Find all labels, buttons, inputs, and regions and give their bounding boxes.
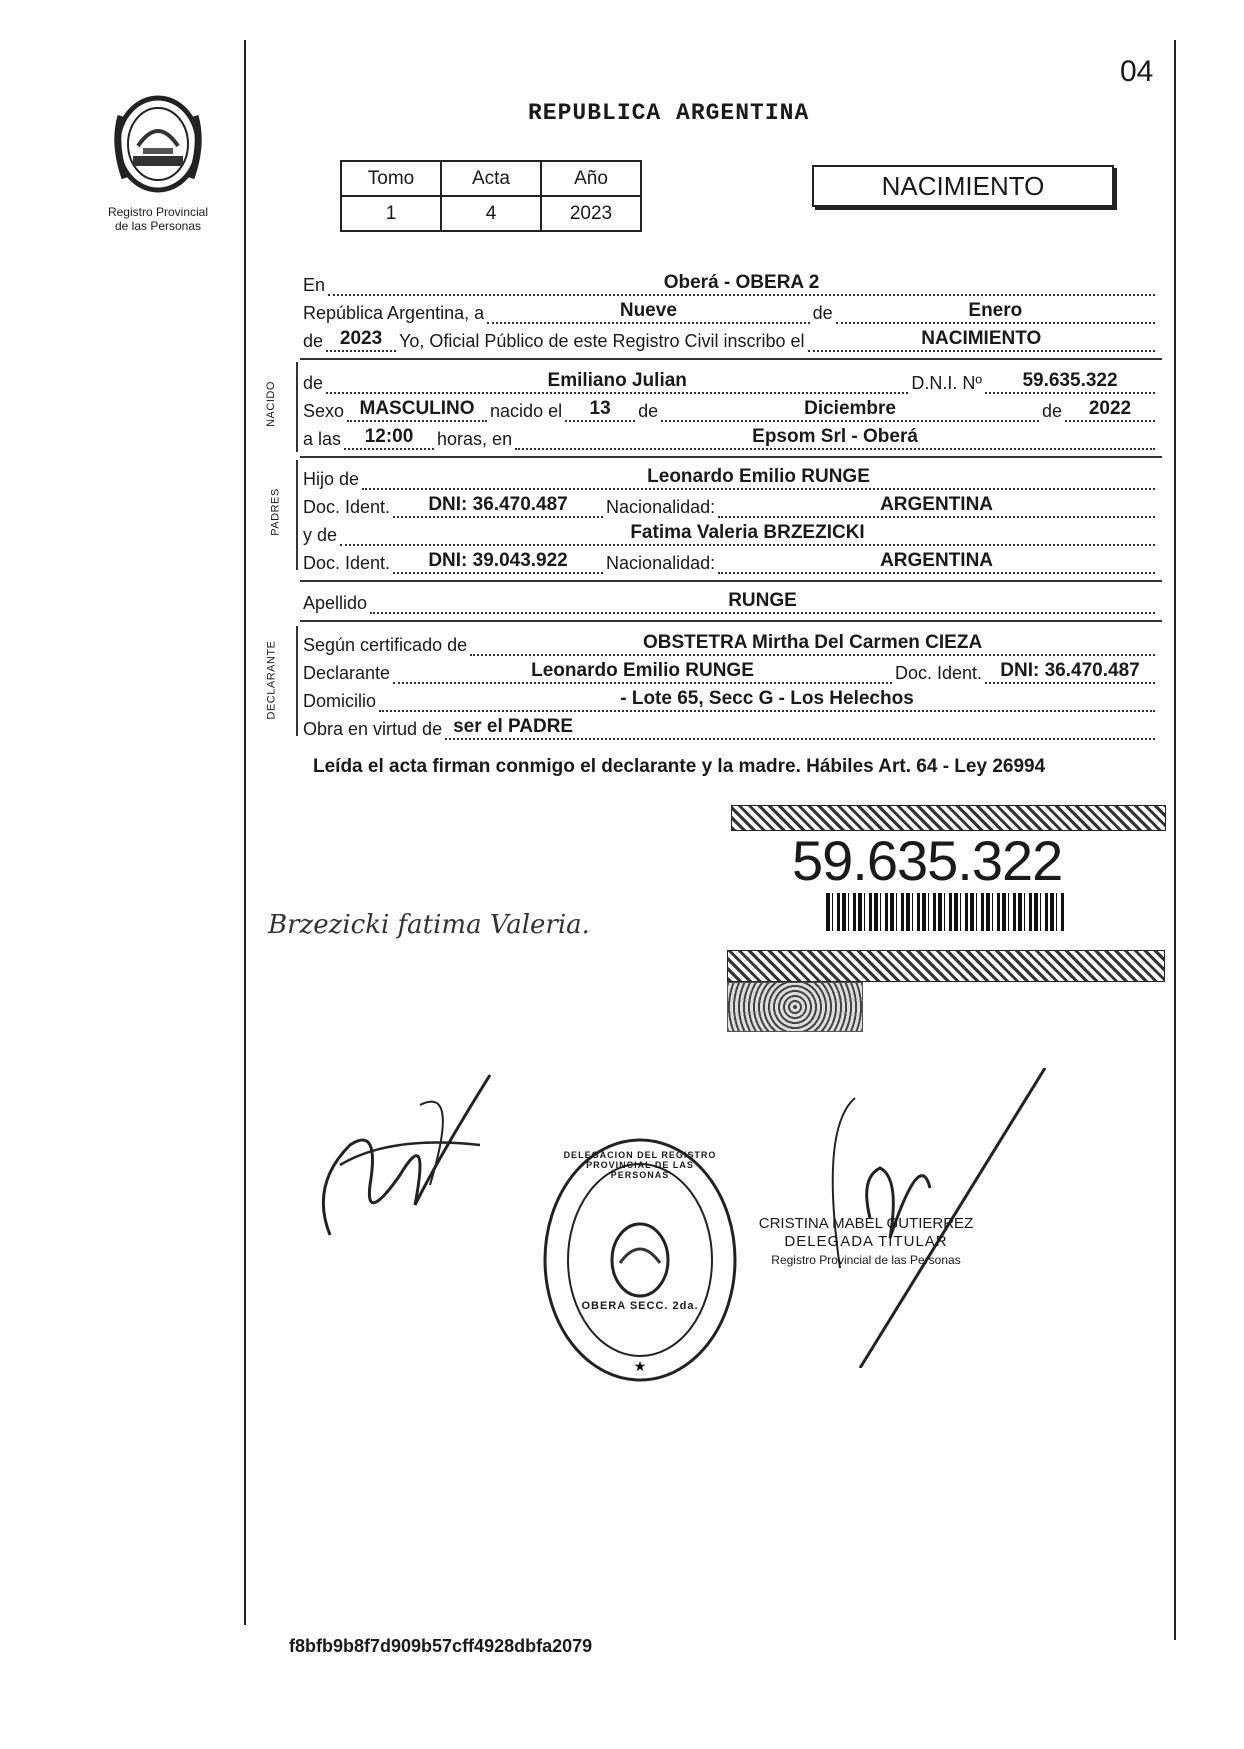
declarant-value: Leonardo Emilio RUNGE [393, 660, 892, 684]
y-de-label: y de [303, 525, 338, 545]
birth-time-value: 12:00 [344, 426, 434, 450]
cert-label: Según certificado de [303, 635, 468, 655]
mother-nationality-value: ARGENTINA [718, 550, 1155, 574]
section-divider-2 [300, 456, 1162, 458]
nacido-el-label: nacido el [490, 401, 563, 421]
mother-doc-label: Doc. Ident. [303, 553, 391, 573]
officer-org: Registro Provincial de las Personas [771, 1253, 961, 1267]
obra-label: Obra en virtud de [303, 719, 443, 739]
id-stamp-number: 59.635.322 [792, 829, 1063, 892]
row-date [303, 296, 1158, 324]
sexo-label: Sexo [303, 401, 345, 421]
row-name [303, 366, 1158, 394]
reason-value: ser el PADRE [445, 716, 1155, 740]
de-label-2: de [303, 331, 324, 351]
mother-doc-value: DNI: 39.043.922 [393, 550, 603, 574]
declarant-doc-value: DNI: 36.470.487 [985, 660, 1155, 684]
en-label: En [303, 275, 326, 295]
row-sex-birth [303, 394, 1158, 422]
mother-nationality-label: Nacionalidad: [606, 553, 716, 573]
right-margin-line [1174, 40, 1176, 1640]
place-value: Oberá - OBERA 2 [328, 272, 1155, 296]
child-name-value: Emiliano Julian [326, 370, 908, 394]
month-value: Enero [836, 300, 1155, 324]
day-value: Nueve [487, 300, 810, 324]
sexo-value: MASCULINO [347, 398, 487, 422]
left-margin-line [244, 40, 246, 1625]
republic-label: República Argentina, a [303, 303, 485, 323]
country-title: REPUBLICA ARGENTINA [528, 100, 810, 126]
father-doc-value: DNI: 36.470.487 [393, 494, 603, 518]
nacido-section-label: NACIDO [264, 381, 277, 427]
declarante-section-label: DECLARANTE [265, 640, 278, 720]
row-reason [303, 712, 1158, 740]
de-label: de [812, 303, 833, 323]
year-value: 2023 [326, 328, 396, 352]
officer-name: CRISTINA MABEL GUTIERREZ [758, 1215, 974, 1232]
birth-day-value: 13 [565, 398, 635, 422]
declarant-label: Declarante [303, 663, 391, 683]
row-declarant [303, 656, 1158, 684]
declarant-doc-label: Doc. Ident. [894, 663, 982, 683]
birth-de-label: de [638, 401, 659, 421]
statement-text: Yo, Oficial Público de este Registro Civil inscribo el [399, 331, 805, 351]
declarant-signature [310, 1065, 510, 1255]
tomo-header: Tomo [341, 161, 441, 196]
apellido-label: Apellido [303, 593, 368, 613]
section-divider-4 [300, 620, 1162, 622]
record-type-box: NACIMIENTO [812, 165, 1114, 207]
officer-role: DELEGADA TITULAR [784, 1233, 948, 1250]
logo-caption: Registro Provincial de las Personas [107, 205, 209, 233]
a-las-label: a las [303, 429, 342, 449]
legal-text: Leída el acta firman conmigo el declarante y la madre. Hábiles Art. 64 - Ley 26994 [313, 756, 1046, 777]
father-doc-label: Doc. Ident. [303, 497, 391, 517]
birth-de-label-2: de [1041, 401, 1062, 421]
tomo-value: 1 [341, 196, 441, 231]
provincial-logo [103, 86, 213, 196]
reference-header-row [341, 161, 641, 196]
father-nationality-label: Nacionalidad: [606, 497, 716, 517]
row-father-doc [303, 490, 1158, 518]
seal-outer-text: DELEGACION DEL REGISTRO PROVINCIAL DE LAS PERSONAS [563, 1150, 717, 1180]
dni-label: D.N.I. Nº [911, 373, 982, 393]
barcode-icon [826, 893, 1066, 931]
event-value: NACIMIENTO [808, 328, 1155, 352]
padres-bar [296, 460, 298, 570]
row-certificate [303, 628, 1158, 656]
address-value: - Lote 65, Secc G - Los Helechos [379, 688, 1155, 712]
page-number: 04 [1120, 55, 1154, 88]
child-dni-value: 59.635.322 [985, 370, 1155, 394]
misiones-coat-of-arms-icon [103, 86, 213, 196]
seal-bottom-text: OBERA SECC. 2da. [581, 1300, 699, 1312]
acta-value: 4 [441, 196, 541, 231]
row-father [303, 462, 1158, 490]
ano-header: Año [541, 161, 641, 196]
security-strip-bottom [727, 950, 1165, 982]
domicilio-label: Domicilio [303, 691, 377, 711]
padres-section-label: PADRES [269, 488, 282, 536]
apellido-value: RUNGE [370, 590, 1155, 614]
nacido-bar [296, 362, 298, 452]
row-address [303, 684, 1158, 712]
horas-label: horas, en [437, 429, 513, 449]
mother-handwritten-name: Brzezicki fatima Valeria. [268, 910, 590, 940]
row-time-place [303, 422, 1158, 450]
section-divider-3 [300, 580, 1162, 582]
row-apellido [303, 586, 1158, 614]
ano-value: 2023 [541, 196, 641, 231]
reference-value-row [341, 196, 641, 231]
record-reference-table [340, 160, 642, 232]
birth-month-value: Diciembre [661, 398, 1039, 422]
section-divider-1 [300, 358, 1162, 360]
acta-header: Acta [441, 161, 541, 196]
nacido-de-label: de [303, 373, 324, 393]
father-name-value: Leonardo Emilio RUNGE [362, 466, 1155, 490]
svg-text:★: ★ [633, 1358, 647, 1374]
row-year [303, 324, 1158, 352]
declarante-bar [296, 626, 298, 736]
document-hash: f8bfb9b8f7d909b57cff4928dbfa2079 [289, 1636, 593, 1656]
row-mother [303, 518, 1158, 546]
row-place [303, 268, 1158, 296]
hijo-de-label: Hijo de [303, 469, 360, 489]
officer-block [756, 1215, 976, 1269]
certificate-value: OBSTETRA Mirtha Del Carmen CIEZA [470, 632, 1155, 656]
birth-year-value: 2022 [1065, 398, 1155, 422]
row-mother-doc [303, 546, 1158, 574]
hologram-icon [727, 982, 863, 1032]
father-nationality-value: ARGENTINA [718, 494, 1155, 518]
birth-place-value: Epsom Srl - Oberá [515, 426, 1155, 450]
mother-name-value: Fatima Valeria BRZEZICKI [340, 522, 1155, 546]
